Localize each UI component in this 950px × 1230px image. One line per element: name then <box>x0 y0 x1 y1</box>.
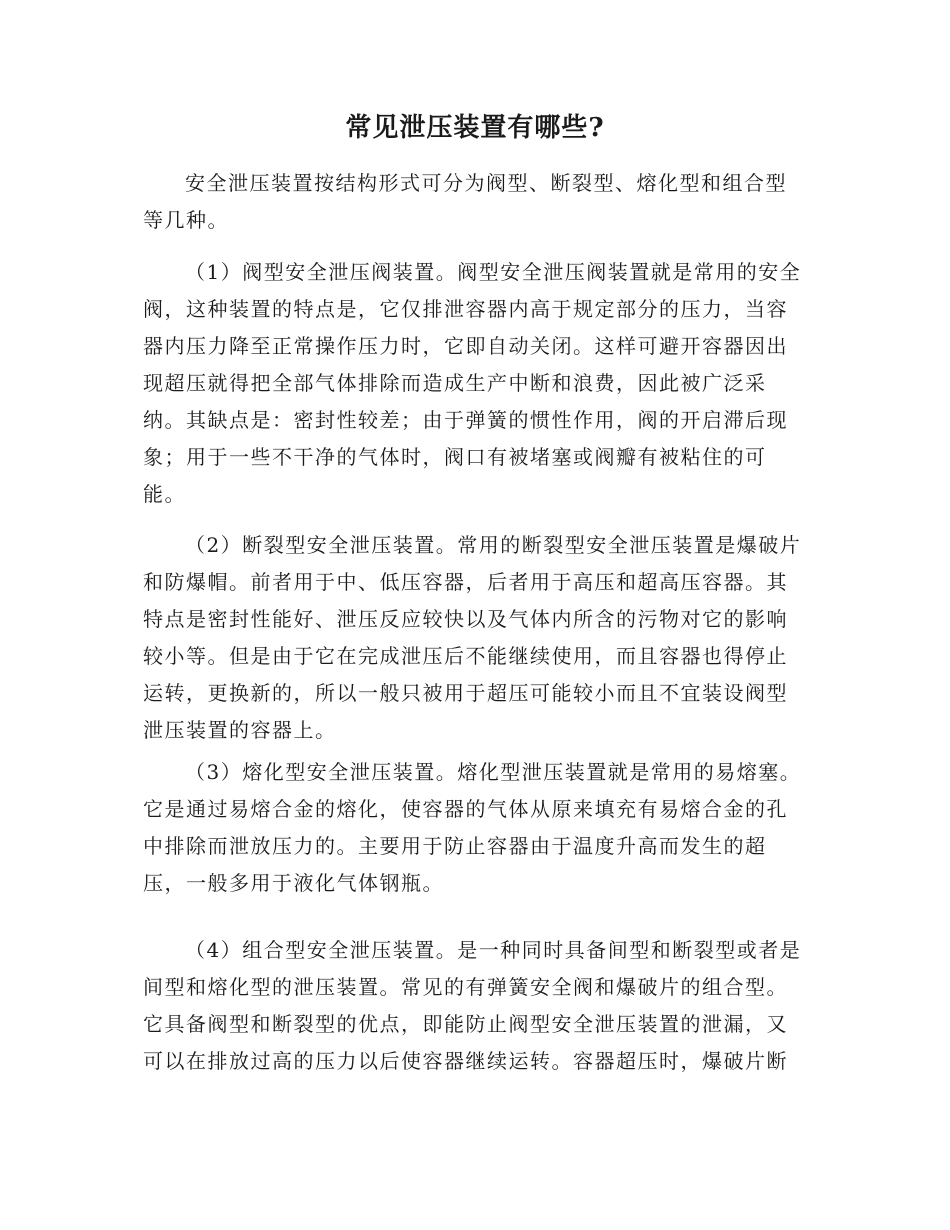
paragraph-rupture-type: （2）断裂型安全泄压装置。常用的断裂型安全泄压装置是爆破片和防爆帽。前者用于中、低压容器，后者用于高压和超高压容器。其特点是密封性能好、泄压反应较快以及气体内所含的污物对它的影响较小等。但是由于它在完成泄压后不能继续使用，而且容器也得停止运转，更换新的，所以一般只被用于超压可能较小而且不宜装设阀型泄压装置的容器上。 <box>143 533 802 742</box>
paragraph-combined-type: （4）组合型安全泄压装置。是一种同时具备间型和断裂型或者是间型和熔化型的泄压装置。常见的有弹簧安全阀和爆破片的组合型。它具备阀型和断裂型的优点，即能防止阀型安全泄压装置的泄漏，又可以在排放过高的压力以后使容器继续运转。容器超压时，爆破片断 <box>143 938 802 1073</box>
paragraph-fusible-type: （3）熔化型安全泄压装置。熔化型泄压装置就是常用的易熔塞。它是通过易熔合金的熔化，使容器的气体从原来填充有易熔合金的孔中排除而泄放压力的。主要用于防止容器由于温度升高而发生的超压，一般多用于液化气体钢瓶。 <box>143 760 802 895</box>
paragraph-intro: 安全泄压装置按结构形式可分为阀型、断裂型、熔化型和组合型等几种。 <box>143 171 787 232</box>
paragraph-valve-type: （1）阀型安全泄压阀装置。阀型安全泄压阀装置就是常用的安全阀，这种装置的特点是，它仅排泄容器内高于规定部分的压力，当容器内压力降至正常操作压力时，它即自动关闭。这样可避开容器因出现超压就得把全部气体排除而造成生产中断和浪费，因此被广泛采纳。其缺点是：密封性较差；由于弹簧的惯性作用，阀的开启滞后现象；用于一些不干净的气体时，阀口有被堵塞或阀瓣有被粘住的可能。 <box>143 260 802 506</box>
document-title: 常见泄压装置有哪些? <box>345 113 605 143</box>
